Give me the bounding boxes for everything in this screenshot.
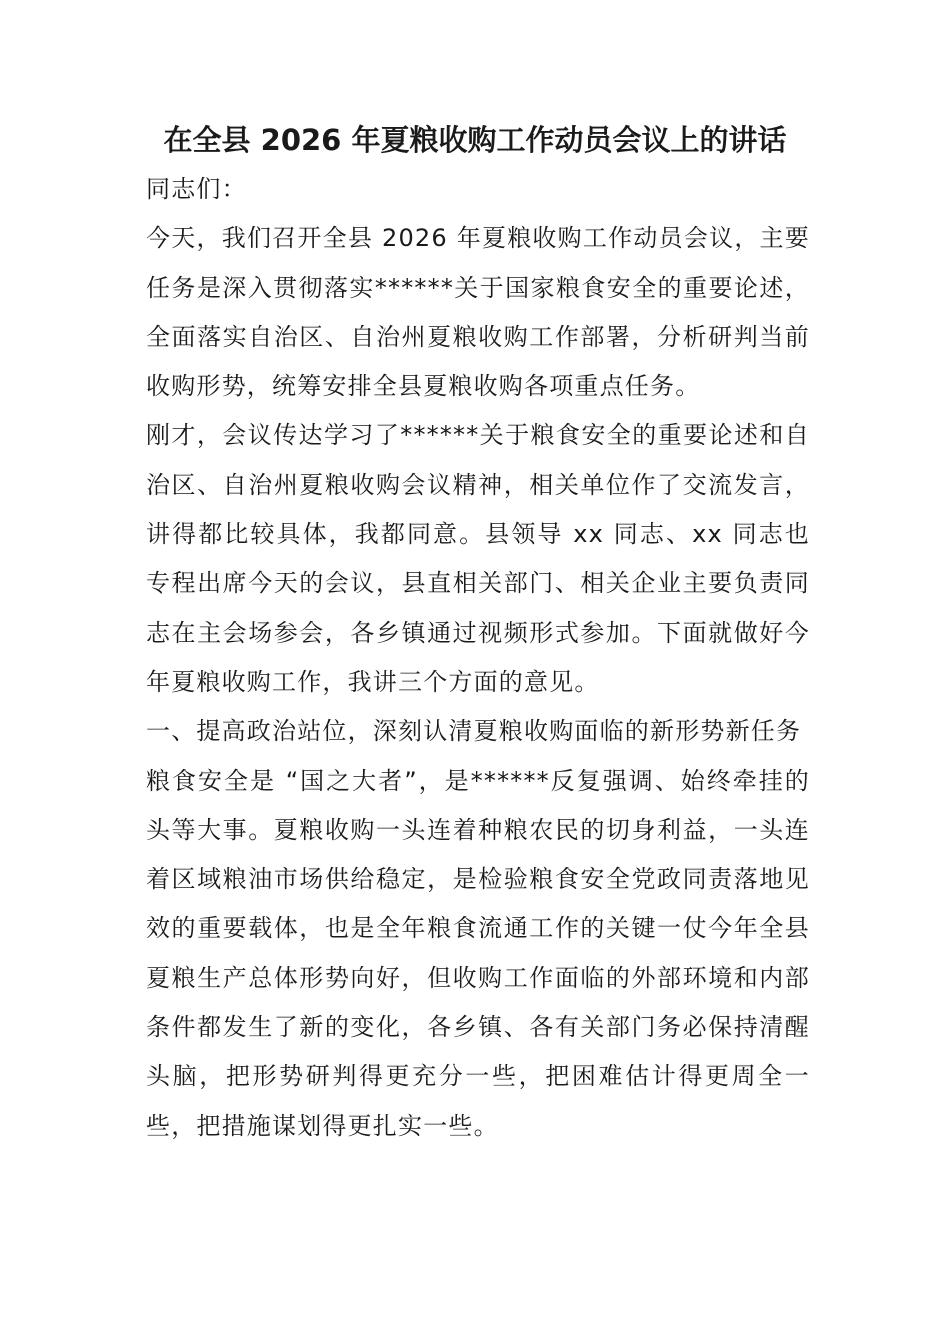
- paragraph-opening: 今天，我们召开全县 2026 年夏粮收购工作动员会议，主要任务是深入贯彻落实******关于国家粮食安全的重要论述，全面落实自治区、自治州夏粮收购工作部署，分析研判当前收购形势，统筹安排全县夏粮收购各项重点任务。: [146, 224, 810, 401]
- paragraph-section-one: 粮食安全是 “国之大者”，是******反复强调、始终牵挂的头等大事。夏粮收购一头连着种粮农民的切身利益，一头连着区域粮油市场供给稳定，是检验粮食安全党政同责落地见效的重要载体，也是全年粮食流通工作的关键一仗今年全县夏粮生产总体形势向好，但收购工作面临的外部环境和内部条件都发生了新的变化，各乡镇、各有关部门务必保持清醒头脑，把形势研判得更充分一些，把困难估计得更周全一些，把措施谋划得更扎实一些。: [146, 766, 810, 1140]
- document-title: 在全县 2026 年夏粮收购工作动员会议上的讲话: [163, 123, 787, 157]
- paragraph-meeting-summary: 刚才，会议传达学习了******关于粮食安全的重要论述和自治区、自治州夏粮收购会议精神，相关单位作了交流发言，讲得都比较具体，我都同意。县领导 xx 同志、xx 同志也专程出席今天的会议，县直相关部门、相关企业主要负责同志在主会场参会，各乡镇通过视频形式参加。下面就做好今年夏粮收购工作，我讲三个方面的意见。: [146, 421, 810, 696]
- section-heading: 一、提高政治站位，深刻认清夏粮收购面临的新形势新任务: [146, 717, 802, 746]
- document-body: [146, 165, 810, 1151]
- salutation: 同志们：: [146, 175, 247, 203]
